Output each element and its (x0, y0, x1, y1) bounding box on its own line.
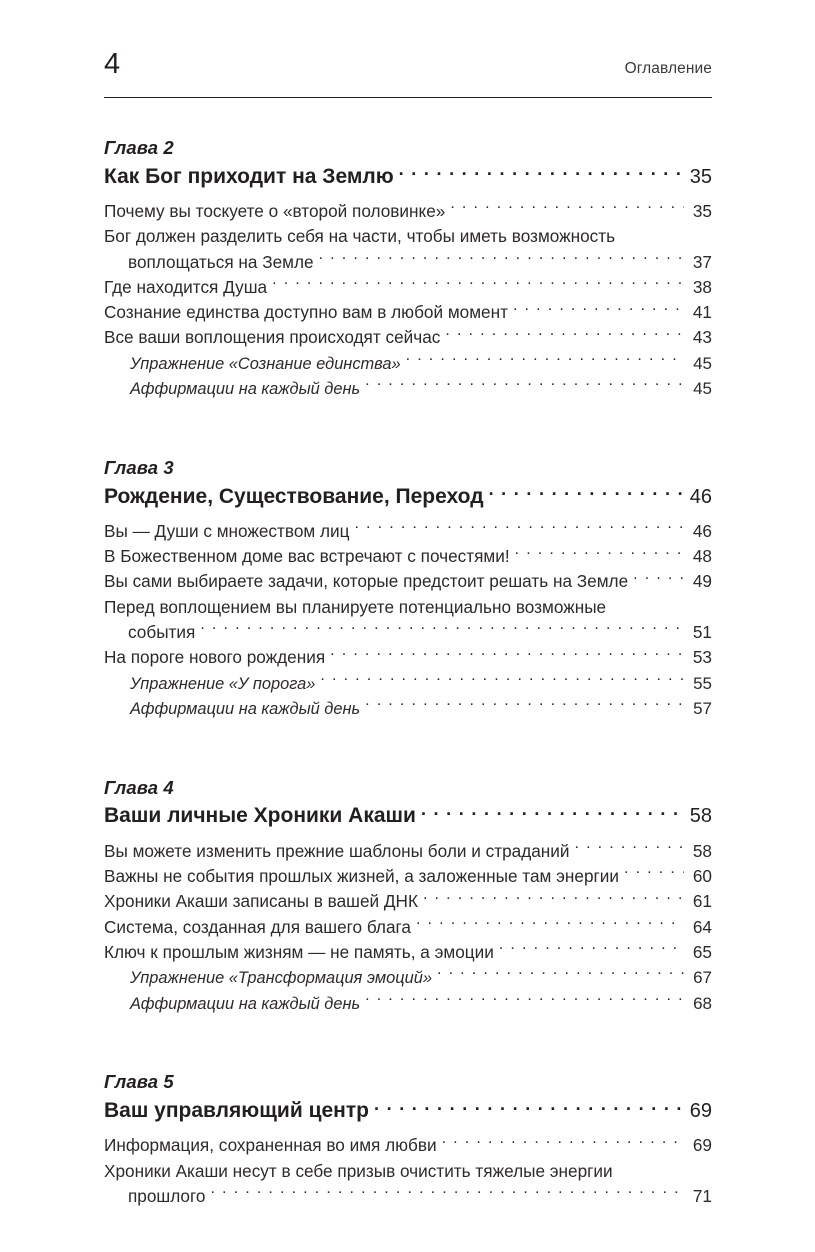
running-head-title: Оглавление (624, 60, 712, 77)
dot-leader (437, 967, 684, 983)
toc-subentry[interactable] (104, 376, 712, 402)
toc-entry[interactable] (104, 1184, 712, 1209)
toc-entry[interactable] (104, 519, 712, 544)
dot-leader (272, 276, 684, 293)
toc-entry-page-number: 55 (693, 673, 712, 693)
toc-entry-page-number: 58 (692, 840, 712, 861)
toc-entry[interactable] (104, 544, 712, 569)
dot-leader (513, 301, 684, 318)
chapter-title-entry[interactable] (104, 801, 712, 829)
dot-leader (365, 698, 684, 714)
toc-entry-text-line: Бог должен разделить себя на части, чтобы иметь возможность (104, 226, 616, 247)
toc-entry-label: воплощаться на Земле (128, 251, 314, 272)
dot-leader (574, 840, 684, 857)
toc-entry-page-number: 45 (693, 379, 712, 399)
toc-subentry-label: Упражнение «У порога» (130, 674, 316, 693)
table-of-contents (104, 136, 712, 1209)
toc-subentry-label: Аффирмации на каждый день (130, 994, 361, 1013)
toc-subentry-label: Упражнение «Сознание единства» (130, 354, 401, 373)
chapter-label: Глава 3 (104, 456, 174, 478)
chapter-block (104, 776, 712, 1017)
toc-entry-label: Где находится Душа (104, 276, 268, 297)
toc-entry-label: Хроники Акаши записаны в вашей ДНК (104, 891, 418, 912)
dot-leader (624, 865, 684, 882)
toc-entry-page-number: 38 (692, 276, 712, 297)
dot-leader (210, 1185, 684, 1202)
toc-entry[interactable] (104, 250, 712, 275)
dot-leader (489, 482, 684, 503)
toc-entry-label: Вы сами выбираете задачи, которые предстоит решать на Земле (104, 571, 629, 592)
toc-entry-page-number: 35 (692, 200, 712, 221)
chapter-label: Глава 2 (104, 137, 174, 158)
toc-entry-label: Вы — Души с множеством лиц (104, 520, 350, 541)
dot-leader (365, 378, 684, 394)
dot-leader (423, 890, 684, 907)
toc-entry[interactable] (104, 839, 712, 864)
chapter-label: Глава 5 (104, 1071, 174, 1093)
toc-entry[interactable] (104, 199, 712, 224)
page-number: 4 (104, 48, 121, 80)
toc-entry-label: прошлого (128, 1185, 206, 1206)
chapter-title: Как Бог приходит на Землю (104, 164, 394, 188)
toc-entry-page-number: 43 (692, 327, 712, 348)
chapter-title-page-number: 46 (689, 485, 712, 508)
toc-entry-label: Система, созданная для вашего блага (104, 916, 411, 937)
dot-leader (330, 646, 684, 663)
dot-leader (450, 200, 684, 217)
toc-entry-label: Сознание единства доступно вам в любой момент (104, 302, 508, 323)
toc-entry[interactable] (104, 940, 712, 965)
toc-entry-label: На пороге нового рождения (104, 647, 326, 668)
dot-leader (406, 352, 684, 368)
toc-entry-page-number: 46 (692, 520, 712, 541)
toc-entry-label: В Божественном доме вас встречают с почестями! (104, 546, 510, 567)
dot-leader (320, 672, 684, 688)
toc-subentry-label: Аффирмации на каждый день (130, 700, 361, 719)
chapter-title-entry[interactable] (104, 482, 712, 510)
toc-entry[interactable] (104, 300, 712, 325)
chapter-title: Ваши личные Хроники Акаши (104, 804, 416, 828)
chapter-label: Глава 4 (104, 776, 174, 798)
toc-subentry[interactable] (104, 696, 712, 722)
header-divider (104, 97, 712, 98)
chapter-block (104, 456, 712, 722)
chapter-title: Ваш управляющий центр (104, 1099, 369, 1123)
toc-entry[interactable] (104, 569, 712, 594)
chapter-block (104, 136, 712, 402)
chapter-title-page-number: 69 (689, 1100, 712, 1123)
toc-entry-label: Вы можете изменить прежние шаблоны боли и страданий (104, 840, 570, 861)
toc-entry[interactable] (104, 915, 712, 940)
toc-entry-page-number: 65 (692, 941, 712, 962)
toc-subentry-label: Упражнение «Трансформация эмоций» (130, 969, 432, 988)
toc-entry-label: Важны не события прошлых жизней, а заложенные там энергии (104, 866, 619, 886)
toc-subentry-label: Аффирмации на каждый день (130, 380, 361, 399)
toc-entry-label: Информация, сохраненная во имя любви (104, 1135, 437, 1156)
dot-leader (515, 545, 684, 562)
toc-entry-page-number: 45 (693, 353, 712, 373)
dot-leader (633, 570, 684, 587)
toc-entry[interactable] (104, 645, 712, 670)
toc-entry-page-number: 67 (693, 968, 712, 988)
running-head (104, 50, 712, 92)
toc-entry-page-number: 60 (692, 866, 712, 886)
dot-leader (416, 915, 684, 932)
toc-entry-page-number: 53 (692, 647, 712, 668)
toc-entry-page-number: 37 (692, 251, 712, 272)
dot-leader (421, 801, 684, 822)
toc-entry-label: события (128, 621, 196, 642)
dot-leader (445, 326, 684, 343)
dot-leader (365, 992, 684, 1008)
dot-leader (499, 941, 684, 958)
chapter-title: Рождение, Существование, Переход (104, 484, 484, 508)
toc-entry-label: Ключ к прошлым жизням — не память, а эмоции (104, 941, 494, 962)
dot-leader (442, 1134, 684, 1151)
chapter-title-entry[interactable] (104, 162, 712, 190)
toc-entry[interactable] (104, 1133, 712, 1158)
toc-entry-page-number: 71 (692, 1185, 712, 1206)
toc-entry-page-number: 49 (692, 571, 712, 592)
toc-entry-label: Почему вы тоскуете о «второй половинке» (104, 200, 446, 221)
toc-entry-page-number: 64 (692, 916, 712, 937)
dot-leader (399, 162, 684, 183)
toc-entry-page-number: 68 (693, 993, 712, 1013)
toc-entry-label: Все ваши воплощения происходят сейчас (104, 327, 441, 348)
toc-entry-page-number: 51 (692, 621, 712, 642)
toc-entry-text-line: Перед воплощением вы планируете потенциально возможные (104, 596, 607, 617)
toc-subentry[interactable] (104, 965, 712, 991)
dot-leader (354, 520, 684, 537)
toc-entry[interactable] (104, 864, 712, 889)
chapter-title-page-number: 35 (689, 165, 712, 188)
chapter-title-entry[interactable] (104, 1096, 712, 1124)
dot-leader (374, 1096, 684, 1117)
toc-entry-page-number: 57 (693, 699, 712, 719)
chapter-block (104, 1070, 712, 1209)
toc-entry[interactable] (104, 325, 712, 350)
toc-subentry[interactable] (104, 351, 712, 377)
toc-entry-page-number: 48 (692, 546, 712, 567)
toc-entry-page-number: 61 (692, 891, 712, 912)
dot-leader (319, 250, 684, 267)
toc-subentry[interactable] (104, 991, 712, 1017)
toc-entry[interactable] (104, 889, 712, 914)
toc-entry-page-number: 41 (692, 302, 712, 323)
toc-entry[interactable] (104, 620, 712, 645)
chapter-title-page-number: 58 (689, 805, 712, 828)
toc-entry-page-number: 69 (692, 1135, 712, 1156)
page-content (104, 50, 712, 1209)
dot-leader (200, 621, 684, 638)
toc-entry[interactable] (104, 275, 712, 300)
toc-subentry[interactable] (104, 671, 712, 697)
toc-entry-text-line: Хроники Акаши несут в себе призыв очистить тяжелые энергии (104, 1160, 613, 1181)
